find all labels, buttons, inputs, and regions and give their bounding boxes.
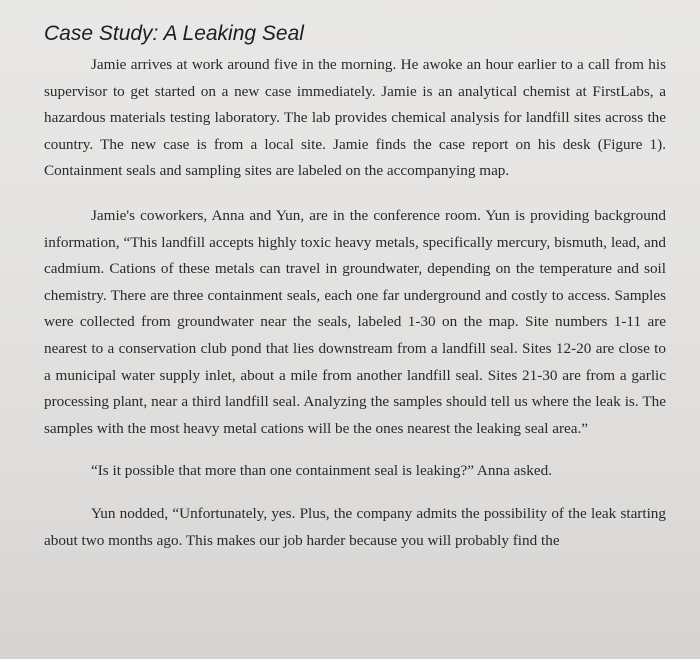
- paragraph-yun-reply: Yun nodded, “Unfortunately, yes. Plus, the company admits the possibility of the leak starting about two months ago. This makes our job harder because you will probably find the: [44, 504, 666, 549]
- page-title: Case Study: A Leaking Seal: [44, 22, 304, 45]
- paragraph-spacer: [44, 485, 670, 501]
- paragraph-spacer: [44, 442, 670, 458]
- paragraph-spacer: [44, 185, 670, 203]
- paragraph-background: Jamie's coworkers, Anna and Yun, are in the conference room. Yun is providing background information, “This landfill accepts highly toxic heavy metals, specifically mercury, bismuth, lead, and cadmium. Cations of these metals can travel in groundwater, depending on the temperature and soil chemistry. There are three containment seals, each one far underground and costly to access. Samples were collected from groundwater near the seals, labeled 1-30 on the map. Site numbers 1-11 are nearest to a conservation club pond that lies downstream from a landfill seal. Sites 12-20 are close to a municipal water supply inlet, about a mile from another landfill seal. Sites 21-30 are from a garlic processing plant, near a third landfill seal. Analyzing the samples should tell us where the leak is. The samples with the most heavy metal cations will be the ones nearest the leaking seal area.”: [44, 206, 666, 437]
- paragraph-intro: Jamie arrives at work around five in the morning. He awoke an hour earlier to a call from his supervisor to get started on a new case immediately. Jamie is an analytical chemist at FirstLabs, a hazardous materials testing laboratory. The lab provides chemical analysis for landfill sites across the country. The new case is from a local site. Jamie finds the case report on his desk (Figure 1). Containment seals and sampling sites are labeled on the accompanying map.: [44, 56, 666, 180]
- paragraph-anna-question: “Is it possible that more than one containment seal is leaking?” Anna asked.: [91, 462, 552, 480]
